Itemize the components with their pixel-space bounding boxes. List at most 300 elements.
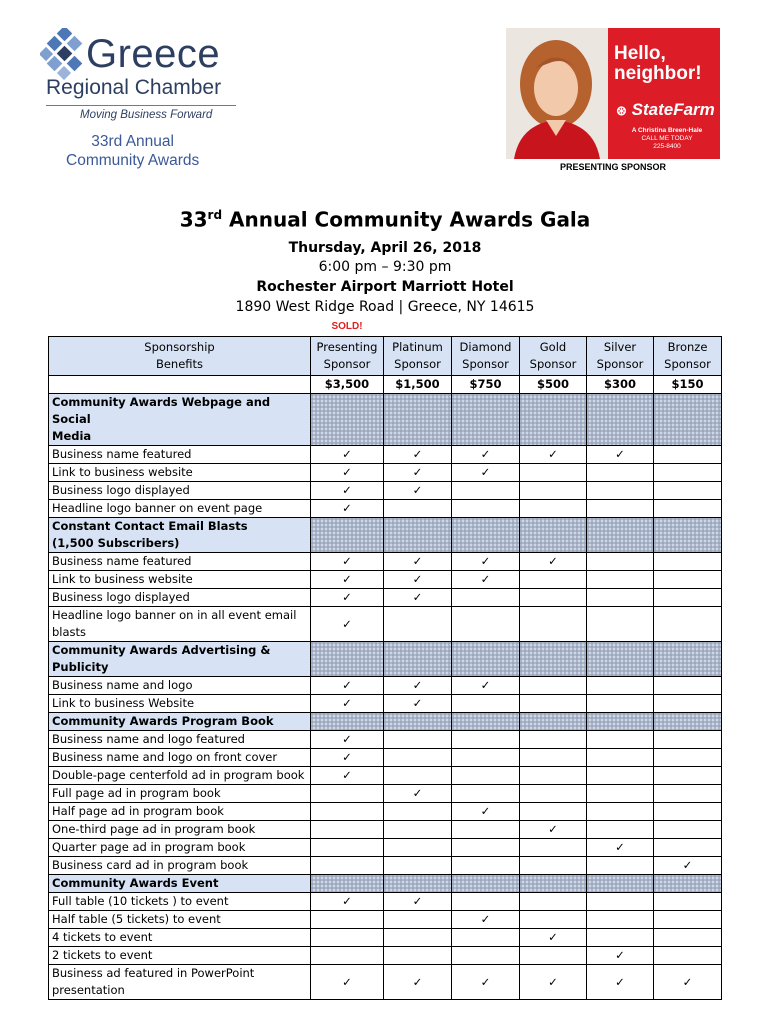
text-line: Media	[52, 429, 92, 443]
empty-cell	[520, 607, 587, 642]
empty-cell	[654, 553, 722, 571]
text-line: One-third page ad in program book	[52, 822, 256, 836]
check-mark-icon: ✓	[384, 677, 452, 695]
text-line: Presenting	[316, 340, 378, 354]
text-line: Sponsor	[596, 357, 644, 371]
check-mark-icon: ✓	[311, 695, 384, 713]
empty-cell	[654, 767, 722, 785]
benefit-row	[49, 695, 722, 713]
section-row	[49, 642, 722, 677]
check-mark-icon: ✓	[311, 500, 384, 518]
check-mark-icon: ✓	[384, 965, 452, 1000]
empty-cell	[587, 677, 654, 695]
check-mark-icon: ✓	[452, 803, 520, 821]
text-line: Gold	[539, 340, 567, 354]
text-line: Sponsor	[664, 357, 711, 371]
check-mark-icon: ✓	[384, 785, 452, 803]
sponsor-price: $150	[654, 376, 722, 394]
empty-cell	[520, 857, 587, 875]
text-line: Link to business website	[52, 465, 193, 479]
text-line: 4 tickets to event	[52, 930, 153, 944]
text-line: Constant Contact Email Blasts	[52, 519, 248, 533]
text-line: Bronze	[667, 340, 708, 354]
empty-cell	[452, 893, 520, 911]
empty-cell	[520, 749, 587, 767]
benefit-label	[49, 500, 311, 518]
section-pattern-cell	[311, 713, 384, 731]
ad-headline-line2: neighbor!	[614, 63, 702, 84]
section-pattern-cell	[520, 394, 587, 446]
check-mark-icon: ✓	[452, 677, 520, 695]
empty-cell	[587, 803, 654, 821]
empty-cell	[654, 607, 722, 642]
benefit-label	[49, 767, 311, 785]
empty-cell	[311, 839, 384, 857]
sponsor-level-header	[520, 337, 587, 376]
empty-cell	[384, 767, 452, 785]
check-mark-icon: ✓	[452, 571, 520, 589]
section-title	[49, 642, 311, 677]
logo-name-line1: Greece	[86, 32, 221, 76]
text-line: Community Awards Event	[52, 876, 219, 890]
benefit-row	[49, 464, 722, 482]
check-mark-icon: ✓	[311, 446, 384, 464]
title-rest: Annual Community Awards Gala	[222, 207, 591, 232]
check-mark-icon: ✓	[311, 731, 384, 749]
section-pattern-cell	[311, 875, 384, 893]
section-pattern-cell	[311, 518, 384, 553]
presenting-sponsor-caption: PRESENTING SPONSOR	[559, 162, 667, 172]
event-venue: Rochester Airport Marriott Hotel	[256, 278, 514, 295]
text-line: Business name and logo on front cover	[52, 750, 278, 764]
text-line: Sponsor	[394, 357, 441, 371]
sponsor-level-header	[452, 337, 520, 376]
section-pattern-cell	[520, 642, 587, 677]
check-mark-icon: ✓	[587, 446, 654, 464]
ad-headline-line1: Hello,	[614, 43, 666, 64]
check-mark-icon: ✓	[384, 553, 452, 571]
benefit-row	[49, 785, 722, 803]
sponsor-price: $500	[520, 376, 587, 394]
section-pattern-cell	[311, 642, 384, 677]
empty-cell	[587, 607, 654, 642]
check-mark-icon: ✓	[452, 464, 520, 482]
section-pattern-cell	[654, 713, 722, 731]
check-mark-icon: ✓	[452, 911, 520, 929]
section-pattern-cell	[384, 713, 452, 731]
text-line: Full table (10 tickets ) to event	[52, 894, 229, 908]
check-mark-icon: ✓	[384, 571, 452, 589]
empty-cell	[520, 500, 587, 518]
section-pattern-cell	[384, 642, 452, 677]
empty-cell	[654, 446, 722, 464]
check-mark-icon: ✓	[587, 947, 654, 965]
statefarm-ovals-icon: ⊛	[616, 103, 627, 118]
section-row	[49, 394, 722, 446]
agent-photo	[506, 28, 608, 159]
logo-divider	[46, 105, 236, 106]
text-line: (1,500 Subscribers)	[52, 536, 180, 550]
empty-cell	[384, 947, 452, 965]
empty-cell	[654, 839, 722, 857]
empty-cell	[654, 929, 722, 947]
section-pattern-cell	[384, 394, 452, 446]
sponsor-level-header	[587, 337, 654, 376]
text-line: Business name and logo	[52, 678, 193, 692]
section-row	[49, 518, 722, 553]
benefit-label	[49, 695, 311, 713]
empty-cell	[520, 571, 587, 589]
check-mark-icon: ✓	[452, 553, 520, 571]
sponsorship-table	[48, 336, 722, 1000]
empty-cell	[311, 947, 384, 965]
benefit-label	[49, 857, 311, 875]
empty-cell	[520, 482, 587, 500]
empty-cell	[654, 571, 722, 589]
empty-cell	[311, 929, 384, 947]
empty-cell	[311, 911, 384, 929]
awards-subtitle-line1: 33rd Annual	[91, 133, 174, 150]
empty-cell	[452, 695, 520, 713]
benefit-row	[49, 965, 722, 1000]
text-line: Business name and logo featured	[52, 732, 245, 746]
empty-cell	[384, 607, 452, 642]
section-pattern-cell	[654, 642, 722, 677]
empty-cell	[452, 589, 520, 607]
check-mark-icon: ✓	[654, 965, 722, 1000]
check-mark-icon: ✓	[587, 965, 654, 1000]
empty-cell	[587, 731, 654, 749]
empty-cell	[311, 785, 384, 803]
benefit-label	[49, 607, 311, 642]
check-mark-icon: ✓	[654, 857, 722, 875]
benefit-row	[49, 607, 722, 642]
text-line: Silver	[603, 340, 637, 354]
empty-cell	[587, 857, 654, 875]
empty-cell	[311, 857, 384, 875]
sponsor-price: $1,500	[384, 376, 452, 394]
empty-cell	[520, 464, 587, 482]
benefit-row	[49, 553, 722, 571]
empty-cell	[384, 500, 452, 518]
benefit-label	[49, 677, 311, 695]
section-pattern-cell	[520, 875, 587, 893]
benefit-row	[49, 589, 722, 607]
benefit-row	[49, 839, 722, 857]
empty-cell	[654, 911, 722, 929]
check-mark-icon: ✓	[384, 695, 452, 713]
check-mark-icon: ✓	[520, 553, 587, 571]
empty-cell	[654, 500, 722, 518]
text-line: Link to business website	[52, 572, 193, 586]
empty-cell	[654, 695, 722, 713]
empty-cell	[452, 749, 520, 767]
empty-cell	[654, 947, 722, 965]
section-pattern-cell	[587, 713, 654, 731]
text-line: 2 tickets to event	[52, 948, 153, 962]
section-pattern-cell	[654, 394, 722, 446]
text-line: Headline logo banner on in all event email	[52, 608, 297, 622]
empty-cell	[520, 839, 587, 857]
check-mark-icon: ✓	[311, 677, 384, 695]
check-mark-icon: ✓	[311, 749, 384, 767]
benefit-label	[49, 821, 311, 839]
text-line: Half page ad in program book	[52, 804, 224, 818]
section-title	[49, 518, 311, 553]
text-line: Business name featured	[52, 554, 192, 568]
section-pattern-cell	[520, 713, 587, 731]
empty-cell	[452, 607, 520, 642]
benefit-label	[49, 803, 311, 821]
text-line: Link to business Website	[52, 696, 195, 710]
sponsor-level-header	[311, 337, 384, 376]
text-line: Sponsor	[529, 357, 577, 371]
price-row	[49, 376, 722, 394]
empty-cell	[654, 589, 722, 607]
empty-cell	[520, 767, 587, 785]
text-line: Sponsor	[323, 357, 371, 371]
empty-cell	[452, 785, 520, 803]
text-line: Business card ad in program book	[52, 858, 249, 872]
empty-cell	[520, 695, 587, 713]
benefit-label	[49, 911, 311, 929]
logo-name-line2: Regional Chamber	[46, 76, 222, 99]
empty-cell	[520, 589, 587, 607]
empty-cell	[520, 911, 587, 929]
check-mark-icon: ✓	[311, 464, 384, 482]
empty-cell	[654, 749, 722, 767]
benefit-row	[49, 857, 722, 875]
empty-cell	[587, 589, 654, 607]
section-pattern-cell	[587, 394, 654, 446]
empty-cell	[452, 482, 520, 500]
empty-cell	[587, 821, 654, 839]
benefit-row	[49, 482, 722, 500]
section-pattern-cell	[452, 875, 520, 893]
event-date: Thursday, April 26, 2018	[288, 239, 482, 256]
sponsor-price: $3,500	[311, 376, 384, 394]
empty-cell	[311, 803, 384, 821]
check-mark-icon: ✓	[520, 929, 587, 947]
check-mark-icon: ✓	[520, 821, 587, 839]
benefit-label	[49, 947, 311, 965]
benefit-row	[49, 767, 722, 785]
price-row-label	[49, 376, 311, 394]
text-line: Platinum	[392, 340, 443, 354]
section-pattern-cell	[520, 518, 587, 553]
empty-cell	[654, 464, 722, 482]
text-line: Community Awards Advertising & Publicity	[52, 643, 271, 674]
text-line: Community Awards Webpage and Social	[52, 395, 271, 426]
check-mark-icon: ✓	[384, 446, 452, 464]
empty-cell	[587, 553, 654, 571]
benefit-row	[49, 446, 722, 464]
text-line: blasts	[52, 625, 87, 639]
benefit-label	[49, 589, 311, 607]
benefit-row	[49, 731, 722, 749]
empty-cell	[452, 857, 520, 875]
text-line: Business logo displayed	[52, 590, 190, 604]
event-title	[0, 200, 770, 235]
text-line: Sponsorship	[144, 340, 215, 354]
title-suffix: rd	[207, 208, 223, 222]
check-mark-icon: ✓	[384, 464, 452, 482]
empty-cell	[311, 821, 384, 839]
empty-cell	[384, 911, 452, 929]
benefit-label	[49, 965, 311, 1000]
benefit-row	[49, 911, 722, 929]
logo-tagline: Moving Business Forward	[80, 109, 213, 121]
empty-cell	[654, 731, 722, 749]
header-row	[49, 337, 722, 376]
section-pattern-cell	[587, 875, 654, 893]
section-title	[49, 394, 311, 446]
text-line: Headline logo banner on event page	[52, 501, 263, 515]
brand-name: StateFarm	[631, 100, 715, 119]
check-mark-icon: ✓	[311, 607, 384, 642]
section-title	[49, 875, 311, 893]
empty-cell	[654, 482, 722, 500]
empty-cell	[654, 785, 722, 803]
sponsor-level-header	[384, 337, 452, 376]
empty-cell	[452, 947, 520, 965]
benefit-row	[49, 749, 722, 767]
check-mark-icon: ✓	[384, 482, 452, 500]
benefit-label	[49, 482, 311, 500]
benefit-label	[49, 464, 311, 482]
section-row	[49, 875, 722, 893]
check-mark-icon: ✓	[311, 482, 384, 500]
section-pattern-cell	[587, 642, 654, 677]
check-mark-icon: ✓	[311, 553, 384, 571]
sold-label: SOLD!	[331, 321, 363, 332]
benefit-row	[49, 803, 722, 821]
check-mark-icon: ✓	[452, 965, 520, 1000]
sponsor-price: $750	[452, 376, 520, 394]
empty-cell	[587, 695, 654, 713]
empty-cell	[452, 500, 520, 518]
call-text: CALL ME TODAY	[641, 135, 693, 142]
text-line: Business name featured	[52, 447, 192, 461]
check-mark-icon: ✓	[311, 965, 384, 1000]
empty-cell	[587, 500, 654, 518]
text-line: Business ad featured in PowerPoint	[52, 966, 255, 980]
section-pattern-cell	[384, 875, 452, 893]
empty-cell	[384, 731, 452, 749]
empty-cell	[587, 464, 654, 482]
section-pattern-cell	[452, 642, 520, 677]
benefit-label	[49, 553, 311, 571]
ad-headline	[614, 44, 702, 84]
empty-cell	[384, 839, 452, 857]
empty-cell	[587, 929, 654, 947]
empty-cell	[587, 893, 654, 911]
benefit-row	[49, 821, 722, 839]
empty-cell	[520, 677, 587, 695]
empty-cell	[452, 767, 520, 785]
benefit-label	[49, 749, 311, 767]
text-line: Diamond	[459, 340, 512, 354]
sponsor-ad	[506, 28, 720, 159]
empty-cell	[520, 785, 587, 803]
section-pattern-cell	[384, 518, 452, 553]
section-row	[49, 713, 722, 731]
text-line: Double-page centerfold ad in program book	[52, 768, 305, 782]
event-info	[0, 200, 770, 317]
benefit-label	[49, 731, 311, 749]
empty-cell	[384, 821, 452, 839]
chamber-logo	[40, 28, 240, 128]
check-mark-icon: ✓	[520, 446, 587, 464]
empty-cell	[587, 767, 654, 785]
empty-cell	[587, 785, 654, 803]
benefit-label	[49, 446, 311, 464]
section-title	[49, 713, 311, 731]
check-mark-icon: ✓	[311, 767, 384, 785]
text-line: Half table (5 tickets) to event	[52, 912, 221, 926]
empty-cell	[384, 929, 452, 947]
check-mark-icon: ✓	[384, 589, 452, 607]
empty-cell	[587, 571, 654, 589]
section-pattern-cell	[452, 518, 520, 553]
empty-cell	[520, 893, 587, 911]
text-line: Business logo displayed	[52, 483, 190, 497]
benefit-label	[49, 929, 311, 947]
benefits-header	[49, 337, 311, 376]
benefit-row	[49, 929, 722, 947]
event-time: 6:00 pm – 9:30 pm	[318, 258, 452, 275]
statefarm-logo	[616, 100, 715, 120]
sponsor-level-header	[654, 337, 722, 376]
text-line: presentation	[52, 983, 125, 997]
text-line: Community Awards Program Book	[52, 714, 274, 728]
empty-cell	[452, 821, 520, 839]
benefit-row	[49, 947, 722, 965]
empty-cell	[654, 677, 722, 695]
text-line: Benefits	[155, 357, 204, 371]
empty-cell	[520, 947, 587, 965]
benefit-row	[49, 500, 722, 518]
section-pattern-cell	[654, 518, 722, 553]
empty-cell	[384, 749, 452, 767]
check-mark-icon: ✓	[520, 965, 587, 1000]
empty-cell	[452, 731, 520, 749]
benefit-label	[49, 893, 311, 911]
empty-cell	[520, 803, 587, 821]
empty-cell	[520, 731, 587, 749]
section-pattern-cell	[452, 713, 520, 731]
check-mark-icon: ✓	[587, 839, 654, 857]
title-ordinal: 33	[179, 207, 208, 232]
event-address: 1890 West Ridge Road | Greece, NY 14615	[235, 298, 535, 315]
benefit-label	[49, 571, 311, 589]
sponsor-price: $300	[587, 376, 654, 394]
empty-cell	[452, 839, 520, 857]
benefit-label	[49, 839, 311, 857]
check-mark-icon: ✓	[452, 446, 520, 464]
text-line: Full page ad in program book	[52, 786, 221, 800]
section-pattern-cell	[654, 875, 722, 893]
empty-cell	[654, 893, 722, 911]
empty-cell	[384, 857, 452, 875]
benefit-row	[49, 677, 722, 695]
check-mark-icon: ✓	[311, 589, 384, 607]
section-pattern-cell	[587, 518, 654, 553]
text-line: Sponsor	[462, 357, 509, 371]
section-pattern-cell	[452, 394, 520, 446]
section-pattern-cell	[311, 394, 384, 446]
agent-info	[618, 127, 716, 151]
